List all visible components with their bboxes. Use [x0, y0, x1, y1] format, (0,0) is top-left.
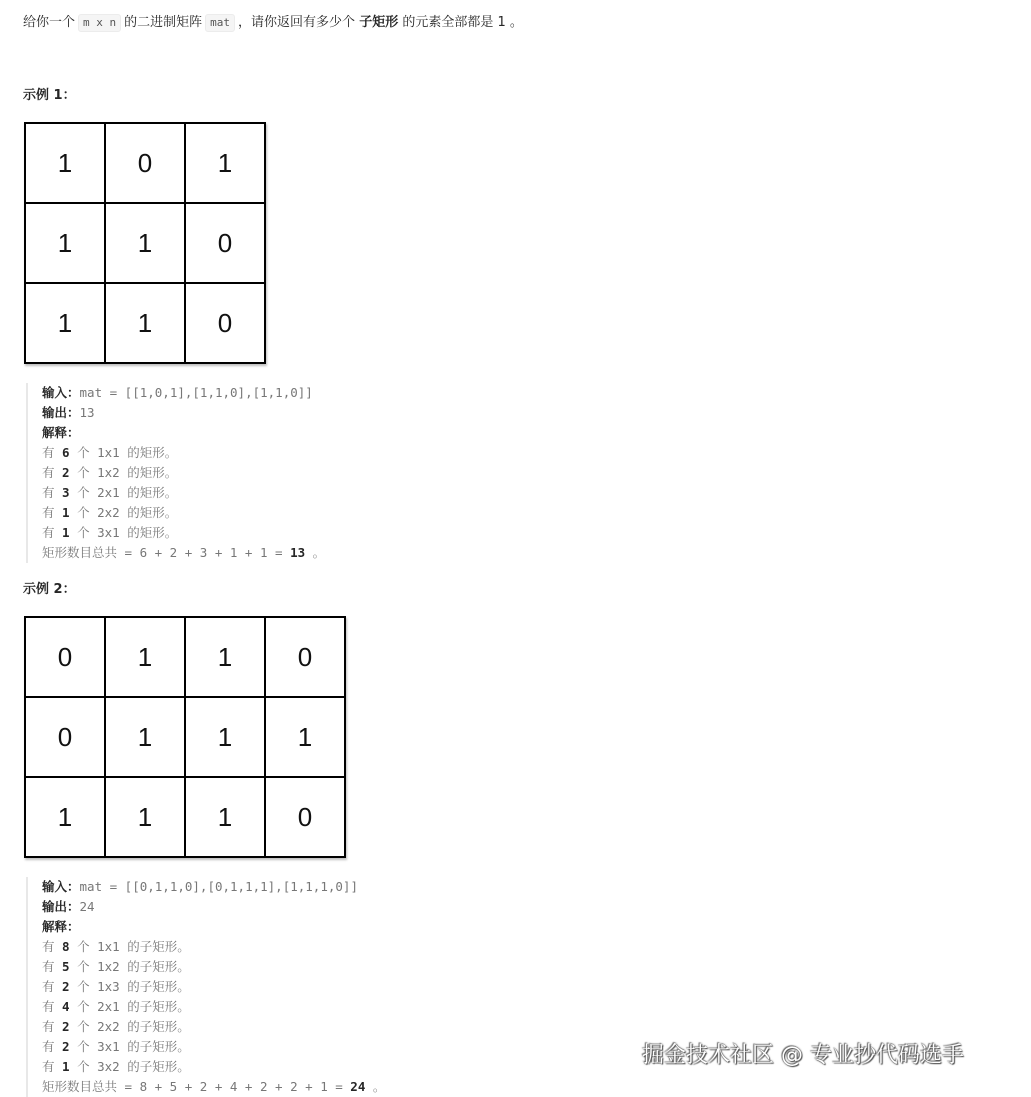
input-line — [42, 877, 385, 897]
statement-text-4: 的元素全部都是 1 。 — [402, 15, 523, 30]
output-label: 输出： — [42, 899, 80, 914]
explain-count: 2 — [62, 979, 70, 994]
example2-matrix — [24, 616, 346, 858]
explain-count: 1 — [62, 525, 70, 540]
matrix-cell: 1 — [25, 283, 105, 363]
inline-code-dims: m x n — [78, 14, 121, 32]
explain-post: 个 1x2 的子矩形。 — [77, 959, 190, 974]
statement-text-1: 给你一个 — [23, 15, 76, 30]
explain-post: 个 3x1 的子矩形。 — [77, 1039, 190, 1054]
explain-count: 2 — [62, 1019, 70, 1034]
matrix-row — [25, 123, 265, 203]
matrix-row — [25, 617, 345, 697]
total-value: 24 — [350, 1079, 366, 1094]
matrix-cell: 1 — [25, 123, 105, 203]
matrix-cell: 1 — [25, 203, 105, 283]
explain-count: 1 — [62, 505, 70, 520]
explain-item — [42, 523, 325, 543]
explain-post: 个 1x1 的子矩形。 — [77, 939, 190, 954]
explain-item — [42, 957, 385, 977]
explain-line — [42, 917, 385, 937]
statement-text-3: ，请你返回有多少个 — [238, 15, 356, 30]
total-pre: 矩形数目总共 = 6 + 2 + 3 + 1 + 1 = — [42, 545, 291, 560]
matrix-cell: 0 — [25, 617, 105, 697]
total-pre: 矩形数目总共 = 8 + 5 + 2 + 4 + 2 + 2 + 1 = — [42, 1079, 351, 1094]
explain-pre: 有 — [42, 485, 55, 500]
example2-details — [26, 877, 385, 1097]
matrix-cell: 0 — [105, 123, 185, 203]
matrix-row — [25, 777, 345, 857]
output-line — [42, 403, 325, 423]
total-post: 。 — [305, 545, 326, 560]
explain-count: 2 — [62, 1039, 70, 1054]
matrix-row — [25, 283, 265, 363]
explain-pre: 有 — [42, 1019, 55, 1034]
explain-post: 个 1x2 的矩形。 — [77, 465, 178, 480]
explain-post: 个 2x2 的矩形。 — [77, 505, 178, 520]
explain-label: 解释： — [42, 919, 80, 934]
explain-item — [42, 1057, 385, 1077]
matrix-cell: 1 — [105, 203, 185, 283]
matrix-cell: 1 — [105, 697, 185, 777]
matrix-cell: 1 — [105, 777, 185, 857]
explain-pre: 有 — [42, 525, 55, 540]
explain-item — [42, 503, 325, 523]
output-line — [42, 897, 385, 917]
inline-code-mat: mat — [205, 14, 235, 32]
matrix-row — [25, 203, 265, 283]
explain-pre: 有 — [42, 979, 55, 994]
output-value: 24 — [79, 899, 95, 914]
explain-pre: 有 — [42, 465, 55, 480]
explain-post: 个 1x1 的矩形。 — [77, 445, 178, 460]
explain-label: 解释： — [42, 425, 80, 440]
matrix-cell: 1 — [185, 617, 265, 697]
matrix-cell: 1 — [185, 123, 265, 203]
total-line — [42, 543, 325, 563]
statement-bold-term: 子矩形 — [359, 15, 399, 30]
statement-text-2: 的二进制矩阵 — [124, 15, 203, 30]
explain-pre: 有 — [42, 1039, 55, 1054]
input-label: 输入： — [42, 385, 80, 400]
problem-statement — [23, 13, 523, 33]
explain-count: 6 — [62, 445, 70, 460]
example1-title: 示例 1： — [23, 88, 76, 103]
explain-count: 2 — [62, 465, 70, 480]
explain-pre: 有 — [42, 999, 55, 1014]
input-line — [42, 383, 325, 403]
input-label: 输入： — [42, 879, 80, 894]
matrix-cell: 0 — [185, 203, 265, 283]
explain-item — [42, 463, 325, 483]
example1-matrix — [24, 122, 266, 364]
explain-line — [42, 423, 325, 443]
explain-pre: 有 — [42, 959, 55, 974]
explain-post: 个 3x2 的子矩形。 — [77, 1059, 190, 1074]
matrix-cell: 0 — [25, 697, 105, 777]
total-line — [42, 1077, 385, 1097]
total-value: 13 — [290, 545, 306, 560]
total-post: 。 — [365, 1079, 386, 1094]
matrix-cell: 0 — [265, 617, 345, 697]
explain-count: 3 — [62, 485, 70, 500]
explain-item — [42, 483, 325, 503]
input-value: mat = [[0,1,1,0],[0,1,1,1],[1,1,1,0]] — [79, 879, 358, 894]
matrix-cell: 1 — [185, 777, 265, 857]
output-value: 13 — [79, 405, 95, 420]
explain-item — [42, 1017, 385, 1037]
matrix-cell: 0 — [265, 777, 345, 857]
output-label: 输出： — [42, 405, 80, 420]
matrix-cell: 1 — [25, 777, 105, 857]
watermark: 掘金技术社区 @ 专业抄代码选手 — [642, 1043, 964, 1068]
explain-pre: 有 — [42, 939, 55, 954]
explain-item — [42, 997, 385, 1017]
matrix-cell: 1 — [265, 697, 345, 777]
explain-count: 5 — [62, 959, 70, 974]
explain-count: 4 — [62, 999, 70, 1014]
explain-post: 个 2x1 的子矩形。 — [77, 999, 190, 1014]
explain-pre: 有 — [42, 445, 55, 460]
example2-title: 示例 2： — [23, 582, 76, 597]
explain-item — [42, 977, 385, 997]
explain-count: 8 — [62, 939, 70, 954]
example1-details — [26, 383, 325, 563]
matrix-cell: 1 — [105, 283, 185, 363]
input-value: mat = [[1,0,1],[1,1,0],[1,1,0]] — [79, 385, 313, 400]
explain-pre: 有 — [42, 505, 55, 520]
explain-pre: 有 — [42, 1059, 55, 1074]
explain-post: 个 2x2 的子矩形。 — [77, 1019, 190, 1034]
explain-post: 个 1x3 的子矩形。 — [77, 979, 190, 994]
explain-item — [42, 937, 385, 957]
explain-post: 个 3x1 的矩形。 — [77, 525, 178, 540]
explain-item — [42, 443, 325, 463]
matrix-cell: 1 — [105, 617, 185, 697]
explain-post: 个 2x1 的矩形。 — [77, 485, 178, 500]
matrix-cell: 0 — [185, 283, 265, 363]
matrix-row — [25, 697, 345, 777]
explain-item — [42, 1037, 385, 1057]
matrix-cell: 1 — [185, 697, 265, 777]
explain-count: 1 — [62, 1059, 70, 1074]
